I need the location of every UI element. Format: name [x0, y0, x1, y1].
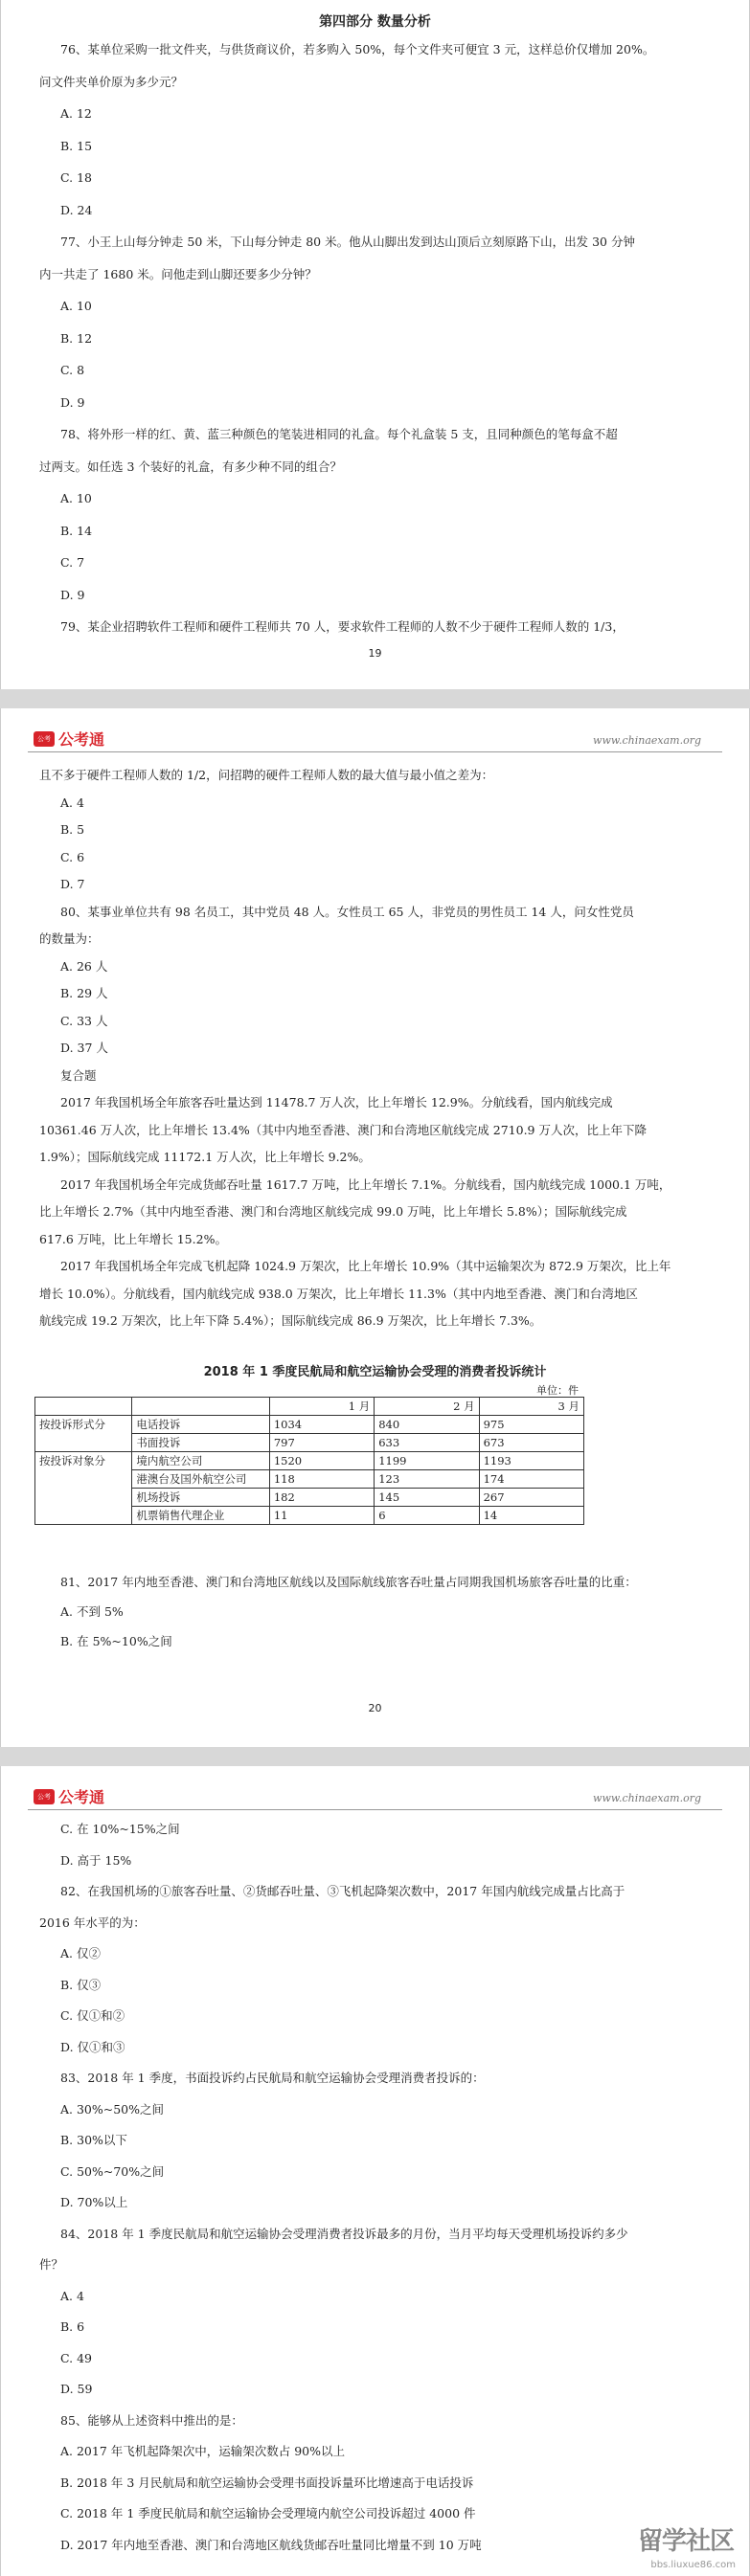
section-title: 第四部分 数量分析: [319, 14, 431, 30]
cell-value: 14: [479, 1507, 583, 1525]
group-label: 按投诉形式分: [35, 1416, 132, 1452]
text-line: 10361.46 万人次，比上年增长 13.4%（其中内地至香港、澳门和台湾地区航线完成 2710.9 万人次，比上年下降: [39, 1122, 647, 1137]
cell-value: 123: [375, 1470, 479, 1489]
watermark: 留学社区: [637, 2527, 734, 2556]
cell-value: 1199: [375, 1452, 479, 1470]
text-line: B. 14: [60, 523, 93, 538]
table-header-cell: 3 月: [479, 1398, 583, 1416]
text-line: B. 5: [60, 822, 85, 837]
text-line: D. 24: [60, 202, 93, 217]
text-line: D. 7: [60, 877, 85, 891]
text-line: 的数量为：: [39, 931, 100, 946]
text-line: C. 33 人: [60, 1013, 108, 1028]
text-line: A. 12: [60, 106, 92, 121]
page-21: [0, 1766, 750, 2576]
logo-text: 公考通: [58, 1788, 105, 1806]
text-line: A. 10: [60, 491, 92, 505]
text-line: B. 15: [60, 138, 93, 153]
text-line: B. 2018 年 3 月民航局和航空运输协会受理书面投诉量环比增速高于电话投诉: [60, 2475, 474, 2490]
text-line: B. 在 5%~10%之间: [60, 1634, 172, 1648]
text-line: D. 高于 15%: [60, 1852, 132, 1868]
text-line: D. 59: [60, 2382, 93, 2396]
text-line: A. 30%~50%之间: [60, 2101, 165, 2117]
text-line: D. 9: [60, 394, 85, 410]
page-header: [28, 1766, 722, 1810]
text-line: C. 8: [60, 363, 85, 377]
row-name: 书面投诉: [132, 1434, 270, 1452]
text-line: A. 10: [60, 299, 92, 313]
text-line: 航线完成 19.2 万架次，比上年下降 5.4%）；国际航线完成 86.9 万架次，比上年增长 7.3%。: [39, 1313, 542, 1328]
cell-value: 118: [269, 1470, 374, 1489]
logo-badge-icon: 公考: [34, 731, 55, 747]
table-row: [35, 1416, 584, 1434]
text-line: 比上年增长 2.7%（其中内地至香港、澳门和台湾地区航线完成 99.0 万吨，比上年增长 5.8%）；国际航线完成: [39, 1204, 627, 1219]
cell-value: 1034: [269, 1416, 374, 1434]
logo: [34, 1785, 104, 1807]
row-name: 境内航空公司: [132, 1452, 270, 1470]
cell-value: 633: [375, 1434, 479, 1452]
text-line: 增长 10.0%）。分航线看，国内航线完成 938.0 万架次，比上年增长 11.3%（其中内地至香港、澳门和台湾地区: [39, 1286, 638, 1301]
text-line: C. 49: [60, 2350, 92, 2365]
table-unit: 单位：件: [536, 1384, 579, 1397]
cell-value: 145: [375, 1489, 479, 1507]
text-line: C. 7: [60, 555, 85, 570]
logo-text: 公考通: [58, 730, 105, 749]
text-line: D. 仅①和③: [60, 2039, 125, 2054]
page-header: [28, 708, 722, 752]
text-line: 问文件夹单价原为多少元？: [39, 74, 184, 89]
row-name: 电话投诉: [132, 1416, 270, 1434]
text-line: A. 4: [60, 795, 84, 810]
text-line: B. 30%以下: [60, 2133, 127, 2147]
row-name: 港澳台及国外航空公司: [132, 1470, 270, 1489]
text-line: 2017 年我国机场全年旅客吞吐量达到 11478.7 万人次，比上年增长 12.9%。分航线看，国内航线完成: [60, 1095, 613, 1109]
row-name: 机场投诉: [132, 1489, 270, 1507]
cell-value: 267: [479, 1489, 583, 1507]
complaints-table: [34, 1397, 584, 1525]
cell-value: 11: [269, 1507, 374, 1525]
text-line: 内一共走了 1680 米。问他走到山脚还要多少分钟？: [39, 266, 317, 281]
text-line: 2017 年我国机场全年完成货邮吞吐量 1617.7 万吨，比上年增长 7.1%。分航线看，国内航线完成 1000.1 万吨，: [60, 1176, 671, 1192]
table-header-cell: [132, 1398, 270, 1416]
page-number: 19: [368, 647, 382, 660]
text-line: C. 2018 年 1 季度民航局和航空运输协会受理境内航空公司投诉超过 4000 件: [60, 2506, 476, 2520]
row-name: 机票销售代理企业: [132, 1507, 270, 1525]
text-line: 617.6 万吨，比上年增长 15.2%。: [39, 1231, 227, 1246]
text-line: 且不多于硬件工程师人数的 1/2，问招聘的硬件工程师人数的最大值与最小值之差为：: [39, 768, 494, 782]
cell-value: 840: [375, 1416, 479, 1434]
watermark-url: bbs.liuxue86.com: [650, 2560, 736, 2570]
text-line: 84、2018 年 1 季度民航局和航空运输协会受理消费者投诉最多的月份，当月平均每天受理机场投诉约多少: [60, 2226, 628, 2241]
text-line: 2017 年我国机场全年完成飞机起降 1024.9 万架次，比上年增长 10.9%（其中运输架次为 872.9 万架次，比上年: [60, 1259, 671, 1273]
text-line: C. 50%~70%之间: [60, 2163, 165, 2179]
logo-badge-icon: 公考: [34, 1789, 55, 1804]
text-line: D. 9: [60, 587, 85, 602]
cell-value: 673: [479, 1434, 583, 1452]
logo: [34, 728, 104, 750]
table-row: [35, 1452, 584, 1470]
text-line: 78、将外形一样的红、黄、蓝三种颜色的笔装进相同的礼盒。每个礼盒装 5 支，且同种颜色的笔每盒不超: [60, 427, 618, 441]
table-header-cell: [35, 1398, 132, 1416]
text-line: 85、能够从上述资料中推出的是：: [60, 2412, 243, 2428]
cell-value: 975: [479, 1416, 583, 1434]
text-line: C. 6: [60, 849, 85, 864]
text-line: 81、2017 年内地至香港、澳门和台湾地区航线以及国际航线旅客吞吐量占同期我国机场旅客吞吐量的比重：: [60, 1575, 637, 1589]
page-number: 20: [368, 1702, 382, 1714]
text-line: B. 6: [60, 2319, 85, 2334]
page-20: [0, 708, 750, 1747]
text-line: 2016 年水平的为：: [39, 1915, 146, 1930]
text-line: 件？: [39, 2257, 64, 2272]
text-line: 82、在我国机场的①旅客吞吐量、②货邮吞吐量、③飞机起降架次数中，2017 年国内航线完成量占比高于: [60, 1884, 625, 1898]
cell-value: 797: [269, 1434, 374, 1452]
text-line: B. 仅③: [60, 1977, 102, 1992]
site-url: www.chinaexam.org: [593, 1792, 701, 1804]
text-line: C. 仅①和②: [60, 2008, 125, 2023]
table-header-cell: 2 月: [375, 1398, 479, 1416]
text-line: A. 仅②: [60, 1946, 101, 1960]
site-url: www.chinaexam.org: [593, 734, 701, 747]
text-line: D. 2017 年内地至香港、澳门和台湾地区航线货邮吞吐量同比增量不到 10 万吨: [60, 2537, 482, 2552]
text-line: C. 在 10%~15%之间: [60, 1822, 180, 1836]
text-line: 复合题: [60, 1067, 97, 1083]
text-line: 83、2018 年 1 季度，书面投诉约占民航局和航空运输协会受理消费者投诉的：: [60, 2071, 485, 2085]
text-line: 1.9%）；国际航线完成 11172.1 万人次，比上年增长 9.2%。: [39, 1150, 371, 1164]
table-title: 2018 年 1 季度民航局和航空运输协会受理的消费者投诉统计: [203, 1365, 547, 1379]
text-line: A. 4: [60, 2288, 84, 2303]
cell-value: 174: [479, 1470, 583, 1489]
text-line: D. 70%以上: [60, 2195, 128, 2209]
table-header-cell: 1 月: [269, 1398, 374, 1416]
cell-value: 6: [375, 1507, 479, 1525]
text-line: B. 12: [60, 330, 93, 346]
text-line: 79、某企业招聘软件工程师和硬件工程师共 70 人，要求软件工程师的人数不少于硬件工程师人数的 1/3，: [60, 619, 625, 634]
text-line: 过两支。如任选 3 个装好的礼盒，有多少种不同的组合？: [39, 459, 342, 474]
text-line: 77、小王上山每分钟走 50 米，下山每分钟走 80 米。他从山脚出发到达山顶后立刻原路下山，出发 30 分钟: [60, 235, 635, 249]
cell-value: 1193: [479, 1452, 583, 1470]
cell-value: 1520: [269, 1452, 374, 1470]
text-line: 76、某单位采购一批文件夹，与供货商议价，若多购入 50%，每个文件夹可便宜 3 元，这样总价仅增加 20%。: [60, 42, 655, 56]
group-label: 按投诉对象分: [35, 1452, 132, 1525]
text-line: D. 37 人: [60, 1041, 108, 1055]
text-line: A. 不到 5%: [60, 1604, 124, 1619]
text-line: A. 2017 年飞机起降架次中，运输架次数占 90%以上: [60, 2444, 346, 2458]
table-header-row: [35, 1398, 584, 1416]
text-line: B. 29 人: [60, 986, 108, 1000]
page-19: [0, 0, 750, 689]
cell-value: 182: [269, 1489, 374, 1507]
text-line: C. 18: [60, 170, 92, 185]
text-line: A. 26 人: [60, 958, 108, 974]
text-line: 80、某事业单位共有 98 名员工，其中党员 48 人。女性员工 65 人，非党员的男性员工 14 人，问女性党员: [60, 904, 634, 919]
